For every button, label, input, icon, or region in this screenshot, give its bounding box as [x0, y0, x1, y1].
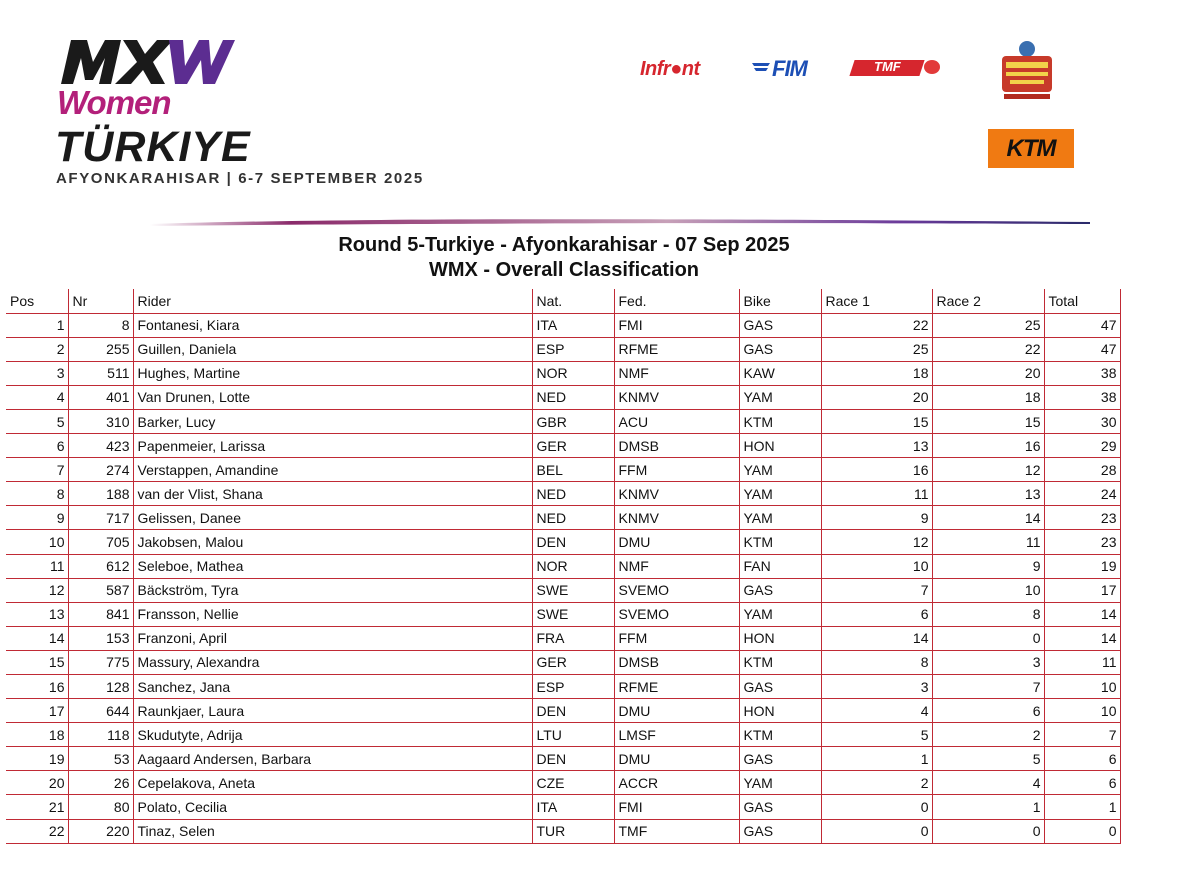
event-logo: [55, 38, 455, 198]
cell-pos: 5: [6, 409, 68, 433]
cell-pos: 21: [6, 795, 68, 819]
cell-total: 6: [1044, 771, 1120, 795]
cell-nat: ESP: [532, 675, 614, 699]
cell-rider: Polato, Cecilia: [133, 795, 532, 819]
cell-total: 24: [1044, 482, 1120, 506]
cell-nat: GER: [532, 434, 614, 458]
cell-total: 47: [1044, 337, 1120, 361]
cell-pos: 9: [6, 506, 68, 530]
header-rider: Rider: [133, 289, 532, 313]
cell-pos: 7: [6, 458, 68, 482]
cell-nat: SWE: [532, 578, 614, 602]
cell-nr: 423: [68, 434, 133, 458]
cell-fed: SVEMO: [614, 602, 739, 626]
cell-race1: 22: [821, 313, 932, 337]
cell-nr: 80: [68, 795, 133, 819]
cell-nat: DEN: [532, 747, 614, 771]
cell-nat: CZE: [532, 771, 614, 795]
table-row: [6, 675, 1120, 699]
results-table: [6, 289, 1121, 844]
cell-pos: 4: [6, 385, 68, 409]
cell-bike: GAS: [739, 675, 821, 699]
cell-fed: FFM: [614, 626, 739, 650]
cell-race1: 0: [821, 819, 932, 843]
cell-total: 14: [1044, 626, 1120, 650]
cell-fed: FFM: [614, 458, 739, 482]
cell-race1: 25: [821, 337, 932, 361]
header-bike: Bike: [739, 289, 821, 313]
cell-fed: NMF: [614, 361, 739, 385]
cell-race1: 4: [821, 699, 932, 723]
cell-pos: 13: [6, 602, 68, 626]
cell-nr: 587: [68, 578, 133, 602]
cell-fed: NMF: [614, 554, 739, 578]
cell-rider: Seleboe, Mathea: [133, 554, 532, 578]
cell-nat: NOR: [532, 361, 614, 385]
table-row: [6, 723, 1120, 747]
cell-race2: 25: [932, 313, 1044, 337]
cell-bike: KAW: [739, 361, 821, 385]
table-row: [6, 699, 1120, 723]
cell-rider: Bäckström, Tyra: [133, 578, 532, 602]
cell-race1: 9: [821, 506, 932, 530]
cell-fed: FMI: [614, 313, 739, 337]
cell-total: 38: [1044, 385, 1120, 409]
table-row: [6, 530, 1120, 554]
table-row: [6, 795, 1120, 819]
cell-race1: 11: [821, 482, 932, 506]
cell-total: 19: [1044, 554, 1120, 578]
cell-nat: NOR: [532, 554, 614, 578]
table-row: [6, 506, 1120, 530]
cell-rider: Van Drunen, Lotte: [133, 385, 532, 409]
cell-nr: 717: [68, 506, 133, 530]
cell-race1: 14: [821, 626, 932, 650]
cell-race1: 16: [821, 458, 932, 482]
table-row: [6, 602, 1120, 626]
cell-race2: 16: [932, 434, 1044, 458]
cell-total: 7: [1044, 723, 1120, 747]
cell-rider: Hughes, Martine: [133, 361, 532, 385]
infront-logo: Infr●nt: [640, 58, 700, 80]
cell-rider: Jakobsen, Malou: [133, 530, 532, 554]
cell-fed: DMU: [614, 699, 739, 723]
cell-bike: GAS: [739, 337, 821, 361]
table-row: [6, 458, 1120, 482]
cell-total: 30: [1044, 409, 1120, 433]
cell-rider: Papenmeier, Larissa: [133, 434, 532, 458]
cell-race1: 18: [821, 361, 932, 385]
cell-rider: Cepelakova, Aneta: [133, 771, 532, 795]
cell-race2: 22: [932, 337, 1044, 361]
cell-total: 0: [1044, 819, 1120, 843]
table-row: [6, 313, 1120, 337]
cell-race2: 9: [932, 554, 1044, 578]
table-row: [6, 409, 1120, 433]
cell-total: 11: [1044, 650, 1120, 674]
cell-race1: 2: [821, 771, 932, 795]
header-nat: Nat.: [532, 289, 614, 313]
cell-bike: KTM: [739, 530, 821, 554]
cell-nr: 612: [68, 554, 133, 578]
tmf-logo-dot-icon: [924, 60, 940, 74]
cell-total: 10: [1044, 675, 1120, 699]
cell-race2: 11: [932, 530, 1044, 554]
cell-pos: 20: [6, 771, 68, 795]
cell-bike: HON: [739, 434, 821, 458]
cell-rider: Franzoni, April: [133, 626, 532, 650]
cell-fed: KNMV: [614, 506, 739, 530]
cell-bike: KTM: [739, 409, 821, 433]
cell-race2: 0: [932, 626, 1044, 650]
cell-nat: NED: [532, 385, 614, 409]
cell-bike: GAS: [739, 747, 821, 771]
tmf-logo: [852, 56, 944, 84]
cell-race2: 20: [932, 361, 1044, 385]
cell-race2: 18: [932, 385, 1044, 409]
cell-race1: 0: [821, 795, 932, 819]
cell-nr: 401: [68, 385, 133, 409]
cell-race2: 13: [932, 482, 1044, 506]
table-row: [6, 434, 1120, 458]
table-header-row: [6, 289, 1120, 313]
motor-sports-festival-logo-icon: [998, 40, 1056, 102]
cell-nr: 118: [68, 723, 133, 747]
cell-fed: LMSF: [614, 723, 739, 747]
cell-nr: 53: [68, 747, 133, 771]
cell-fed: TMF: [614, 819, 739, 843]
cell-race2: 7: [932, 675, 1044, 699]
cell-rider: van der Vlist, Shana: [133, 482, 532, 506]
cell-race2: 10: [932, 578, 1044, 602]
cell-race1: 5: [821, 723, 932, 747]
cell-nat: BEL: [532, 458, 614, 482]
venue-date-text: AFYONKARAHISAR | 6-7 SEPTEMBER 2025: [56, 170, 424, 187]
cell-race1: 3: [821, 675, 932, 699]
table-row: [6, 626, 1120, 650]
cell-rider: Gelissen, Danee: [133, 506, 532, 530]
cell-race2: 6: [932, 699, 1044, 723]
cell-bike: GAS: [739, 578, 821, 602]
cell-rider: Tinaz, Selen: [133, 819, 532, 843]
cell-rider: Barker, Lucy: [133, 409, 532, 433]
cell-nr: 26: [68, 771, 133, 795]
table-row: [6, 650, 1120, 674]
mxw-logo-icon: [57, 36, 237, 88]
logo-country-text: TÜRKIYE: [55, 123, 251, 171]
cell-rider: Verstappen, Amandine: [133, 458, 532, 482]
cell-nr: 511: [68, 361, 133, 385]
cell-fed: ACU: [614, 409, 739, 433]
table-row: [6, 361, 1120, 385]
cell-nat: SWE: [532, 602, 614, 626]
classification-title: WMX - Overall Classification: [428, 259, 700, 281]
results-body: [6, 313, 1120, 843]
cell-race1: 8: [821, 650, 932, 674]
cell-rider: Massury, Alexandra: [133, 650, 532, 674]
cell-nr: 775: [68, 650, 133, 674]
cell-race2: 8: [932, 602, 1044, 626]
cell-race2: 1: [932, 795, 1044, 819]
cell-bike: YAM: [739, 602, 821, 626]
header-nr: Nr: [68, 289, 133, 313]
cell-race1: 7: [821, 578, 932, 602]
cell-nat: LTU: [532, 723, 614, 747]
cell-nr: 128: [68, 675, 133, 699]
cell-pos: 10: [6, 530, 68, 554]
cell-nr: 8: [68, 313, 133, 337]
logo-women-text: Women: [57, 84, 171, 121]
cell-rider: Aagaard Andersen, Barbara: [133, 747, 532, 771]
cell-nr: 644: [68, 699, 133, 723]
ktm-logo: KTM: [988, 129, 1074, 168]
cell-rider: Skudutyte, Adrija: [133, 723, 532, 747]
cell-pos: 1: [6, 313, 68, 337]
cell-nr: 188: [68, 482, 133, 506]
cell-nat: ESP: [532, 337, 614, 361]
cell-bike: KTM: [739, 650, 821, 674]
cell-fed: DMU: [614, 530, 739, 554]
cell-nr: 841: [68, 602, 133, 626]
header-pos: Pos: [6, 289, 68, 313]
cell-race2: 14: [932, 506, 1044, 530]
cell-rider: Fontanesi, Kiara: [133, 313, 532, 337]
cell-fed: SVEMO: [614, 578, 739, 602]
cell-total: 6: [1044, 747, 1120, 771]
cell-total: 47: [1044, 313, 1120, 337]
cell-total: 23: [1044, 506, 1120, 530]
table-row: [6, 385, 1120, 409]
cell-pos: 15: [6, 650, 68, 674]
cell-race1: 12: [821, 530, 932, 554]
cell-nat: ITA: [532, 795, 614, 819]
cell-bike: HON: [739, 699, 821, 723]
cell-nr: 153: [68, 626, 133, 650]
cell-bike: KTM: [739, 723, 821, 747]
cell-nat: TUR: [532, 819, 614, 843]
cell-nr: 255: [68, 337, 133, 361]
cell-fed: KNMV: [614, 385, 739, 409]
cell-race1: 15: [821, 409, 932, 433]
cell-nat: NED: [532, 482, 614, 506]
cell-rider: Sanchez, Jana: [133, 675, 532, 699]
cell-race2: 3: [932, 650, 1044, 674]
cell-fed: RFME: [614, 675, 739, 699]
cell-race2: 2: [932, 723, 1044, 747]
cell-total: 23: [1044, 530, 1120, 554]
cell-pos: 19: [6, 747, 68, 771]
cell-race2: 15: [932, 409, 1044, 433]
cell-pos: 16: [6, 675, 68, 699]
cell-fed: FMI: [614, 795, 739, 819]
cell-bike: HON: [739, 626, 821, 650]
table-row: [6, 337, 1120, 361]
cell-pos: 14: [6, 626, 68, 650]
cell-fed: DMSB: [614, 434, 739, 458]
header-fed: Fed.: [614, 289, 739, 313]
cell-nat: ITA: [532, 313, 614, 337]
header-swoosh-divider: [150, 216, 1090, 230]
table-row: [6, 819, 1120, 843]
cell-race2: 0: [932, 819, 1044, 843]
table-row: [6, 554, 1120, 578]
cell-nat: FRA: [532, 626, 614, 650]
cell-pos: 2: [6, 337, 68, 361]
fim-wing-icon: [752, 61, 772, 75]
cell-bike: YAM: [739, 482, 821, 506]
table-row: [6, 482, 1120, 506]
cell-pos: 22: [6, 819, 68, 843]
cell-pos: 3: [6, 361, 68, 385]
header-race2: Race 2: [932, 289, 1044, 313]
cell-fed: KNMV: [614, 482, 739, 506]
cell-bike: GAS: [739, 313, 821, 337]
cell-pos: 18: [6, 723, 68, 747]
cell-nat: DEN: [532, 699, 614, 723]
cell-pos: 17: [6, 699, 68, 723]
cell-race1: 10: [821, 554, 932, 578]
cell-total: 14: [1044, 602, 1120, 626]
cell-total: 38: [1044, 361, 1120, 385]
cell-rider: Raunkjaer, Laura: [133, 699, 532, 723]
cell-rider: Guillen, Daniela: [133, 337, 532, 361]
cell-total: 29: [1044, 434, 1120, 458]
cell-nr: 274: [68, 458, 133, 482]
cell-total: 10: [1044, 699, 1120, 723]
cell-pos: 12: [6, 578, 68, 602]
tmf-logo-text: TMF: [874, 59, 901, 74]
cell-nr: 220: [68, 819, 133, 843]
cell-race1: 13: [821, 434, 932, 458]
cell-rider: Fransson, Nellie: [133, 602, 532, 626]
cell-nat: GBR: [532, 409, 614, 433]
cell-total: 1: [1044, 795, 1120, 819]
cell-bike: GAS: [739, 819, 821, 843]
cell-bike: YAM: [739, 458, 821, 482]
cell-bike: YAM: [739, 385, 821, 409]
cell-fed: DMU: [614, 747, 739, 771]
cell-nr: 310: [68, 409, 133, 433]
cell-bike: GAS: [739, 795, 821, 819]
table-row: [6, 771, 1120, 795]
cell-race2: 12: [932, 458, 1044, 482]
cell-nat: GER: [532, 650, 614, 674]
cell-nat: DEN: [532, 530, 614, 554]
cell-race2: 4: [932, 771, 1044, 795]
cell-bike: YAM: [739, 506, 821, 530]
table-row: [6, 747, 1120, 771]
cell-race1: 20: [821, 385, 932, 409]
round-title: Round 5-Turkiye - Afyonkarahisar - 07 Sep 2025: [338, 234, 790, 256]
cell-fed: DMSB: [614, 650, 739, 674]
cell-race1: 6: [821, 602, 932, 626]
cell-total: 28: [1044, 458, 1120, 482]
cell-pos: 8: [6, 482, 68, 506]
cell-nr: 705: [68, 530, 133, 554]
cell-pos: 6: [6, 434, 68, 458]
cell-nat: NED: [532, 506, 614, 530]
header-total: Total: [1044, 289, 1120, 313]
cell-bike: YAM: [739, 771, 821, 795]
cell-race1: 1: [821, 747, 932, 771]
fim-logo-text: FIM: [772, 56, 807, 81]
cell-total: 17: [1044, 578, 1120, 602]
cell-fed: ACCR: [614, 771, 739, 795]
header-race1: Race 1: [821, 289, 932, 313]
cell-pos: 11: [6, 554, 68, 578]
cell-bike: FAN: [739, 554, 821, 578]
table-row: [6, 578, 1120, 602]
cell-fed: RFME: [614, 337, 739, 361]
cell-race2: 5: [932, 747, 1044, 771]
